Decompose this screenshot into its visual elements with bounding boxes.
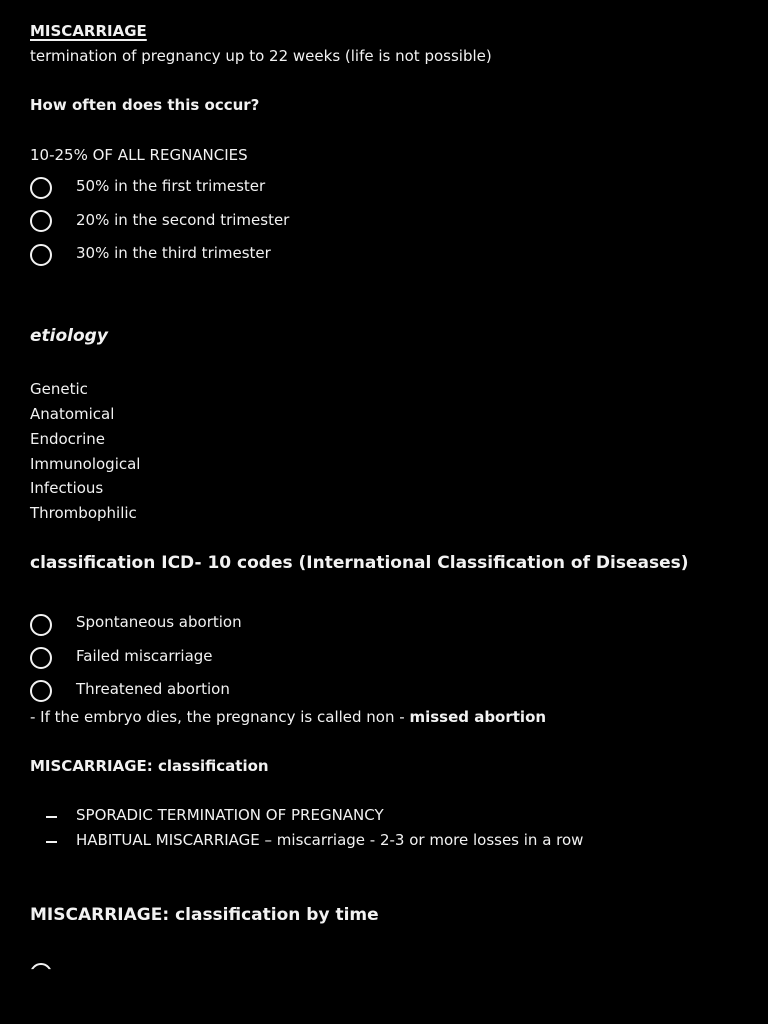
frequency-total: 10-25% OF ALL REGNANCIES xyxy=(30,146,248,164)
classification-time-heading: MISCARRIAGE: classification by time xyxy=(30,905,379,925)
etiology-item: Thrombophilic xyxy=(30,504,137,522)
checkbox-circle[interactable] xyxy=(30,680,52,702)
checkbox-circle[interactable] xyxy=(30,963,52,985)
classification-item: SPORADIC TERMINATION OF PREGNANCY xyxy=(76,806,384,824)
checkbox-circle[interactable] xyxy=(30,210,52,232)
note-bold: missed abortion xyxy=(409,708,547,726)
etiology-item: Anatomical xyxy=(30,405,115,423)
definition-text: termination of pregnancy up to 22 weeks (life is not possible) xyxy=(30,47,492,65)
etiology-heading: etiology xyxy=(30,326,108,346)
page-title: MISCARRIAGE xyxy=(30,22,147,40)
icd-heading: classification ICD- 10 codes (International Classification of Diseases) xyxy=(30,553,689,573)
etiology-item: Endocrine xyxy=(30,430,105,448)
note-text xyxy=(30,708,546,726)
etiology-item: Infectious xyxy=(30,479,104,497)
frequency-question: How often does this occur? xyxy=(30,96,260,114)
trimester-item: 20% in the second trimester xyxy=(76,211,290,229)
classification-item: HABITUAL MISCARRIAGE – miscarriage - 2-3 or more losses in a row xyxy=(76,831,584,849)
checkbox-circle[interactable] xyxy=(30,647,52,669)
note-prefix: - If the embryo dies, the pregnancy is called non - xyxy=(30,708,410,726)
checkbox-circle[interactable] xyxy=(30,177,52,199)
trimester-item: 50% in the first trimester xyxy=(76,177,266,195)
checkbox-circle[interactable] xyxy=(30,614,52,636)
trimester-item: 30% in the third trimester xyxy=(76,244,271,262)
dash-bullet xyxy=(46,816,57,818)
checkbox-circle[interactable] xyxy=(30,244,52,266)
dash-bullet xyxy=(46,841,57,843)
icd-item: Failed miscarriage xyxy=(76,647,213,665)
etiology-item: Immunological xyxy=(30,455,141,473)
etiology-item: Genetic xyxy=(30,380,88,398)
icd-item: Spontaneous abortion xyxy=(76,613,242,631)
icd-item: Threatened abortion xyxy=(76,680,230,698)
classification-heading: MISCARRIAGE: classification xyxy=(30,757,269,775)
